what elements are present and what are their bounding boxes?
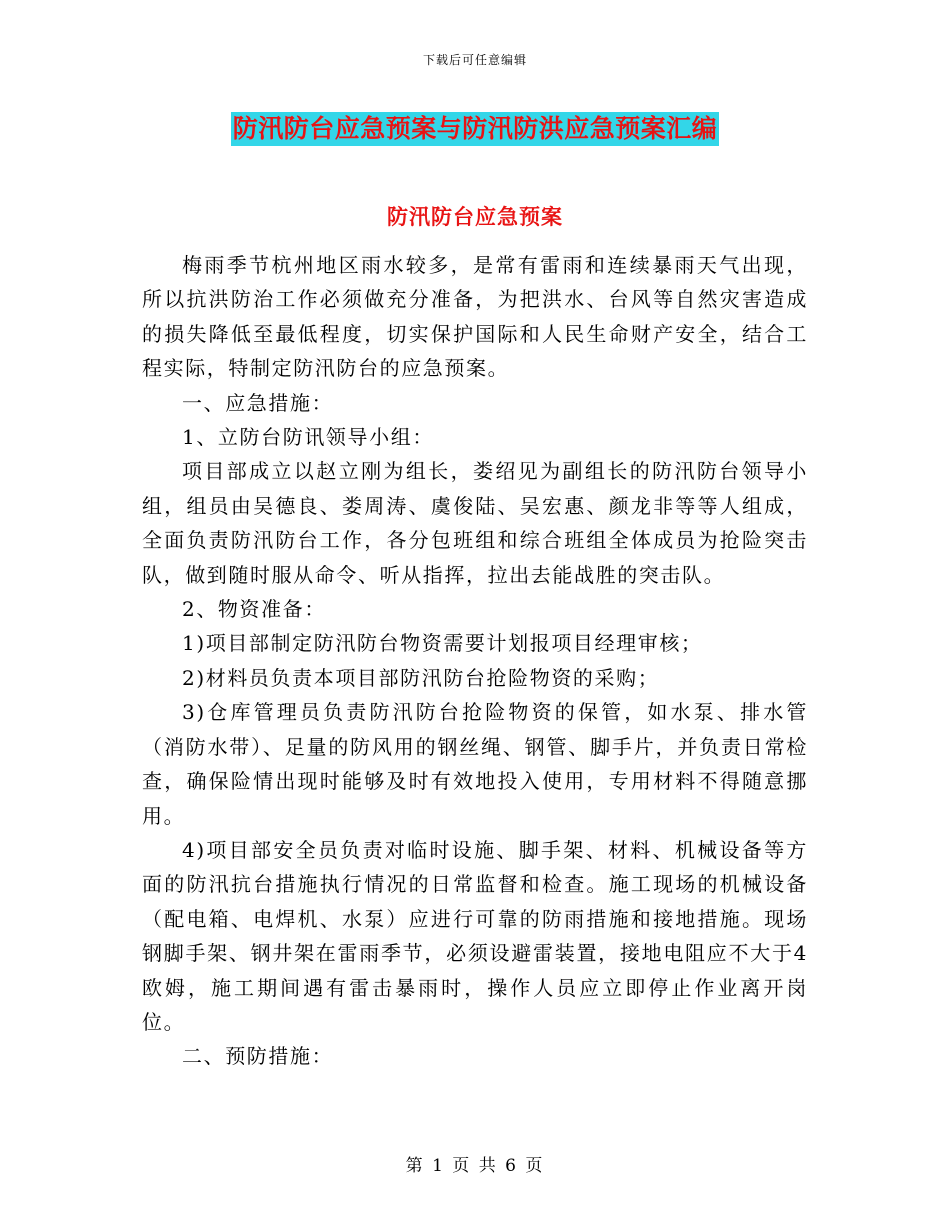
heading-emergency-measures: 一、应急措施：	[182, 390, 334, 415]
section-title: 防汛防台应急预案	[387, 205, 563, 229]
subheading-leadership-group: 1、立防台防讯领导小组：	[182, 425, 434, 450]
paragraph-intro: 梅雨季节杭州地区雨水较多，是常有雷雨和连续暴雨天气出现，所以抗洪防治工作必须做充分准备，为把洪水、台风等自然灾害造成的损失降低至最低程度，切实保护国际和人民生命财产安全，结合工程实际，特制定防汛防台的应急预案。	[142, 253, 808, 381]
list-item-materials-1: 1)项目部制定防汛防台物资需要计划报项目经理审核；	[182, 631, 703, 656]
list-item-materials-2: 2)材料员负责本项目部防汛防台抢险物资的采购；	[182, 665, 660, 690]
paragraph-leadership-group: 项目部成立以赵立刚为组长，娄绍见为副组长的防汛防台领导小组，组员由吴德良、娄周涛、虞俊陆、吴宏惠、颜龙非等等人组成，全面负责防汛防台工作，各分包班组和综合班组全体成员为抢险突击队，做到随时服从命令、听从指挥，拉出去能战胜的突击队。	[142, 459, 808, 587]
subheading-materials: 2、物资准备：	[182, 597, 326, 622]
page-footer: 第 1 页 共 6 页	[405, 1156, 545, 1176]
heading-preventive-measures: 二、预防措施：	[182, 1044, 334, 1069]
main-title-container	[0, 112, 950, 146]
list-item-materials-4: 4)项目部安全员负责对临时设施、脚手架、材料、机械设备等方面的防汛抗台措施执行情况的日常监督和检查。施工现场的机械设备（配电箱、电焊机、水泵）应进行可靠的防雨措施和接地措施。现场钢脚手架、钢井架在雷雨季节，必须设避雷装置，接地电阻应不大于4欧姆，施工期间遇有雷击暴雨时，操作人员应立即停止作业离开岗位。	[142, 837, 808, 1034]
document-body	[142, 248, 808, 1074]
main-title: 防汛防台应急预案与防汛防洪应急预案汇编	[231, 112, 720, 146]
list-item-materials-3: 3)仓库管理员负责防汛防台抢险物资的保管，如水泵、排水管（消防水带）、足量的防风用的钢丝绳、钢管、脚手片，并负责日常检查，确保险情出现时能够及时有效地投入使用，专用材料不得随意挪用。	[142, 700, 808, 828]
header-note: 下载后可任意编辑	[422, 53, 527, 67]
